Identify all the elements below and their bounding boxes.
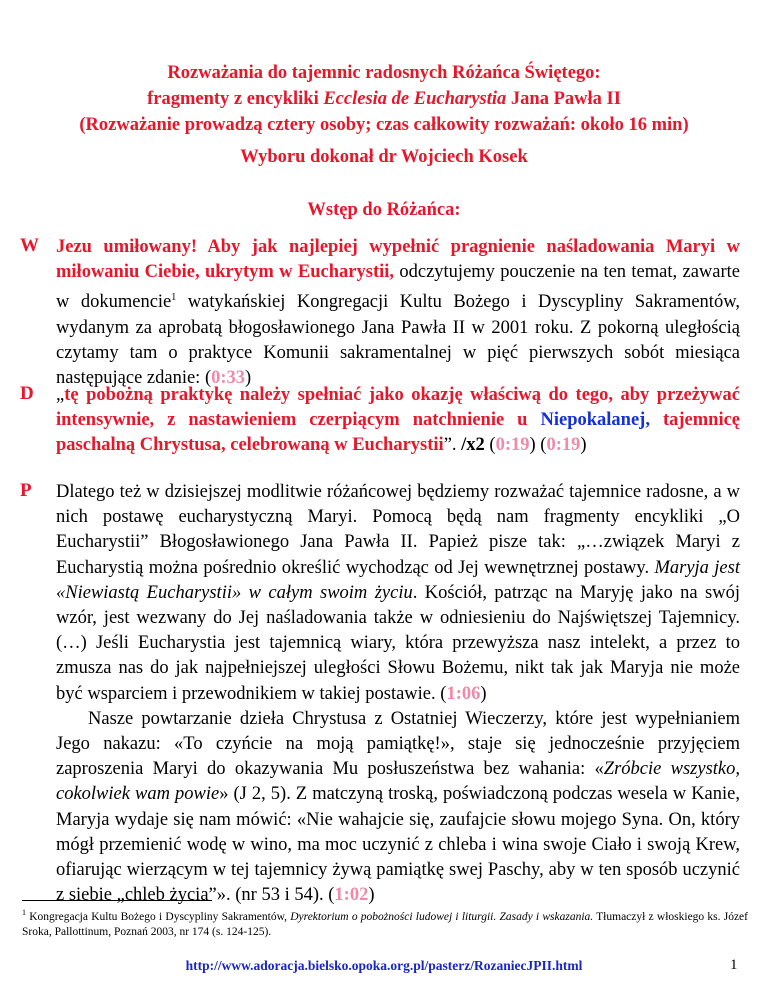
footnote-divider (22, 900, 212, 901)
encyclical-name: Ecclesia de Eucharystia (323, 89, 507, 109)
time-marker: 0:33 (211, 368, 246, 389)
time-marker: 1:06 (446, 683, 481, 704)
time-marker: 0:19 (495, 435, 530, 456)
author-line: Wyboru dokonał dr Wojciech Kosek (240, 147, 528, 167)
page-number: 1 (730, 957, 738, 973)
footnote: $^1$ Kongregacja Kultu Bożego i Dyscypliny Sakramentów, Dyrektorium o pobożności ludowej i liturgii. Zasady i wskazania. Tłumaczył z włoskiego ks. Józef Sroka, Pallottinum, Poznań 2003, nr 174 (s. 124-125). (22, 908, 748, 938)
repeat-marker: /x2 (461, 435, 485, 456)
title-line-1: Rozważania do tajemnic radosnych Różańca Świętego: (167, 63, 601, 83)
paragraph-w: Jezu umiłowany! Aby jak najlepiej wypełnić pragnienie naśladowania Maryi w miłowaniu Ciebie, ukrytym w Eucharystii, odczytujemy pouczenie na ten temat, zawarte w dokumencie$^1$ watykańskiej Kongregacji Kultu Bożego i Dyscypliny Sakramentów, wydanym za aprobatą błogosławionego Jana Pawła II w 2001 roku. Z pokorną uległością czytamy tam o praktyce Komunii sakramentalnej w pięć pierwszych sobót miesiąca następujące zdanie: (0:33) (56, 237, 740, 389)
paragraph-p-part-1: Dlatego też w dzisiejszej modlitwie różańcowej będziemy rozważać tajemnice radosne, a w nich postawę eucharystyczną Maryi. Pomocą będą nam fragmenty encykliki „O Eucharystii” Błogosławionego Jana Pawła II. Papież pisze tak: „…związek Maryi z Eucharystią można pośrednio określić wychodząc od Jej wewnętrznej postawy. Maryja jest «Niewiastą Eucharystii» w całym swoim życiu. Kościół, patrząc na Maryję jako na swój wzór, jest wezwany do Jej naśladowania także w odniesieniu do Najświętszej Tajemnicy. (…) Jeśli Eucharystia jest tajemnicą wiary, która przewyższa nasz intelekt, a przez to zmusza nas do jak najpełniejszej uległości Słowu Bożemu, nikt tak jak Maryja nie może być wsparciem i przewodnikiem w takiej postawie. (1:06) (56, 482, 740, 704)
immaculate-word: Niepokalanej, (540, 410, 650, 431)
time-marker: 0:19 (546, 435, 581, 456)
paragraph-d: „tę pobożną praktykę należy spełniać jako okazję właściwą do tego, aby przeżywać intensywnie, z nastawieniem czerpiącym natchnienie u Niepokalanej, tajemnicę paschalną Chrystusa, celebrowaną w Eucharystii”. /x2 (0:19) (0:19) (56, 385, 741, 456)
intro-heading: Wstęp do Różańca: (307, 200, 461, 220)
footnote-ref: 1 (171, 292, 177, 304)
speaker-w: W (20, 235, 39, 256)
time-marker: 1:02 (334, 885, 369, 906)
paragraph-p (56, 480, 740, 908)
source-link[interactable]: http://www.adoracja.bielsko.opoka.org.pl/pasterz/RozaniecJPII.html (185, 958, 583, 973)
title-line-2: fragmenty z encykliki Ecclesia de Eucharystia Jana Pawła II (147, 89, 621, 109)
speaker-p: P (20, 480, 32, 501)
speaker-d: D (20, 383, 34, 404)
document-title (0, 60, 768, 138)
paragraph-p-part-2: Nasze powtarzanie dzieła Chrystusa z Ostatniej Wieczerzy, które jest wypełnianiem Jego nakazu: «To czyńcie na moją pamiątkę!», staje się jednocześnie przyjęciem zaproszenia Maryi do okazywania Mu posłuszeństwa bez wahania: «Zróbcie wszystko, cokolwiek wam powie» (J 2, 5). Z matczyną troską, poświadczoną podczas wesela w Kanie, Maryja wydaje się nam mówić: «Nie wahajcie się, zaufajcie słowu mojego Syna. On, który mógł przemienić wodę w wino, ma moc uczynić z chleba i wina swoje Ciało i swoją Krew, ofiarując wierzącym w tej tajemnicy żywą pamiątkę swej Paschy, aby w ten sposób uczynić z siebie „chleb życia”». (nr 53 i 54). (1:02) (56, 708, 740, 906)
title-line-3: (Rozważanie prowadzą cztery osoby; czas całkowity rozważań: około 16 min) (79, 115, 689, 135)
